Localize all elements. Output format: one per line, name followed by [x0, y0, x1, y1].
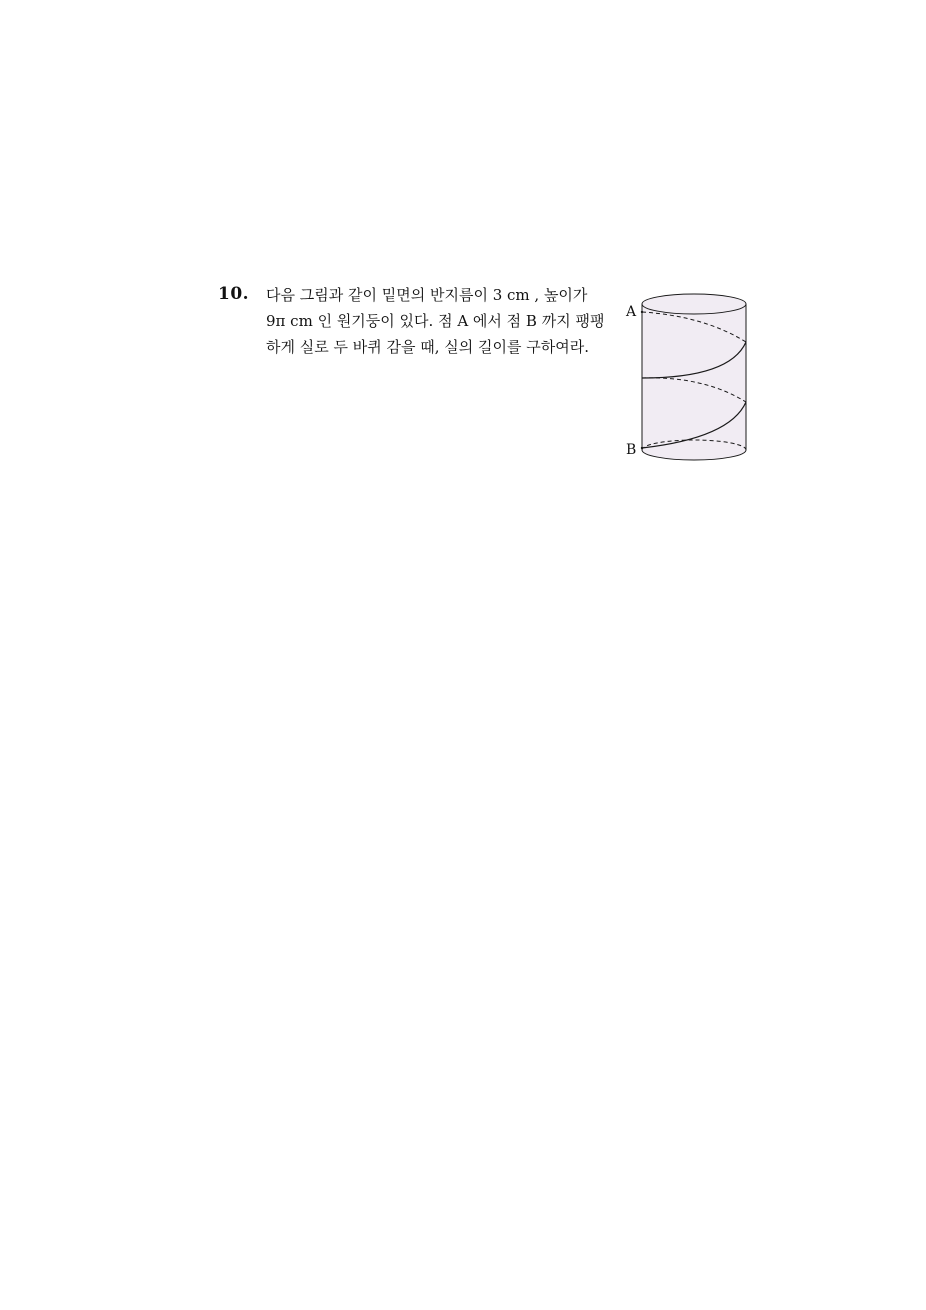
point-a-label: A [626, 304, 637, 320]
problem-statement [266, 282, 616, 360]
cylinder-top-face [642, 294, 746, 314]
point-b-marker [641, 447, 643, 449]
point-a-marker [641, 311, 643, 313]
cylinder-body [642, 294, 746, 460]
problem-10 [218, 280, 778, 500]
point-b-label: B [626, 442, 637, 458]
problem-line-2: 9π cm 인 원기둥이 있다. 점 A 에서 점 B 까지 팽팽 [266, 312, 605, 330]
cylinder-figure [620, 288, 760, 488]
problem-line-3: 하게 실로 두 바퀴 감을 때, 실의 길이를 구하여라. [266, 338, 589, 356]
cylinder-diagram [620, 288, 760, 488]
problem-number: 10. [218, 284, 250, 304]
problem-line-1: 다음 그림과 같이 밑면의 반지름이 3 cm , 높이가 [266, 286, 588, 304]
